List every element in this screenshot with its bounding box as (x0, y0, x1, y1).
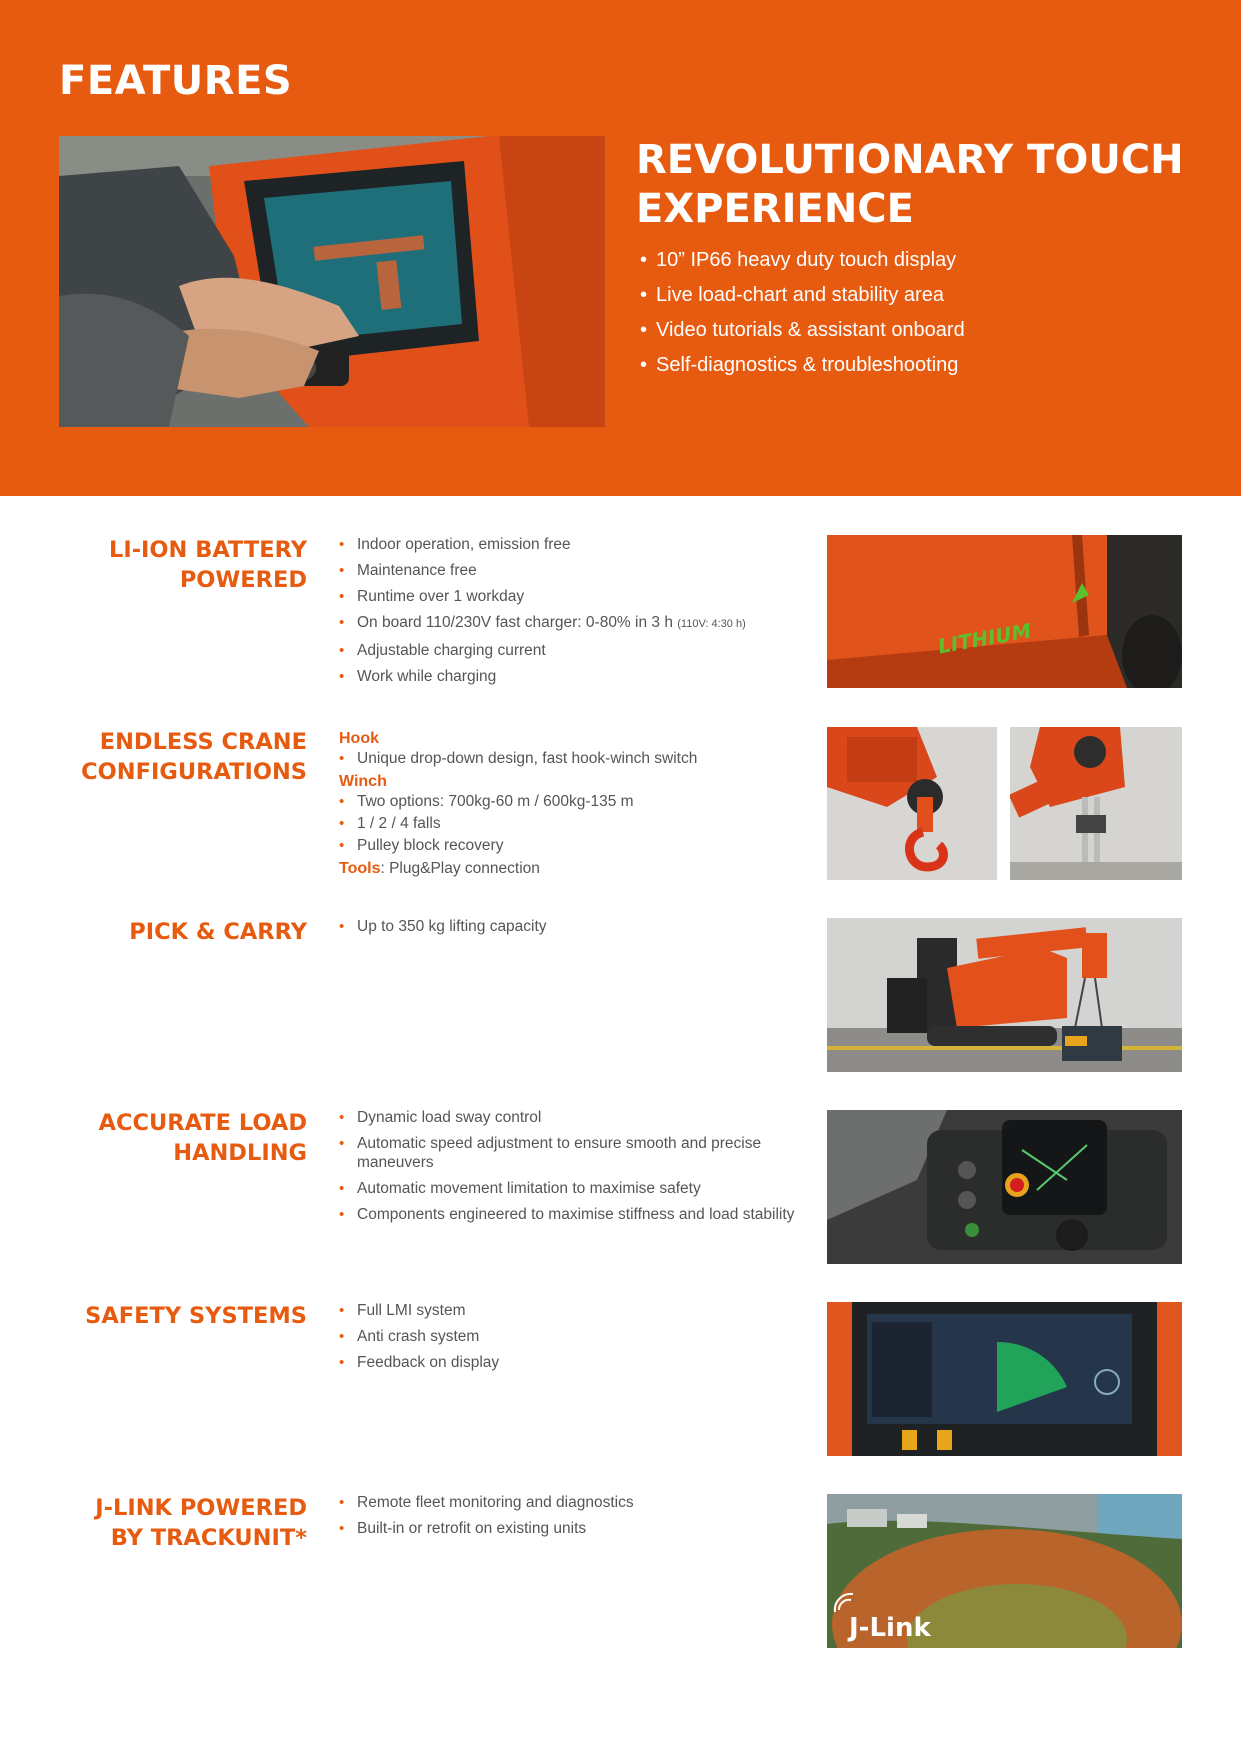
list-item: • Two options: 700kg-60 m / 600kg-135 m (339, 793, 634, 810)
crane-illustration (827, 918, 1182, 1072)
pick-carry-photo (827, 918, 1182, 1072)
charger-note: (110V: 4:30 h) (677, 618, 746, 630)
tools-line (339, 858, 799, 879)
lithium-battery-photo (827, 535, 1182, 688)
list-item: • Dynamic load sway control (339, 1109, 542, 1126)
hook-photo (827, 727, 997, 880)
list-item: • Unique drop-down design, fast hook-winch switch (339, 750, 698, 767)
hook-list (339, 749, 799, 768)
section-body (339, 1493, 799, 1545)
lithium-illustration (827, 535, 1182, 688)
list-item: • Remote fleet monitoring and diagnostics (339, 1494, 634, 1511)
touch-display-illustration (59, 136, 605, 427)
hook-illustration (827, 727, 997, 880)
hero-bullet: • 10” IP66 heavy duty touch display (640, 249, 957, 271)
list-item: • Feedback on display (339, 1354, 500, 1371)
list-item: • Full LMI system (339, 1302, 466, 1319)
list-item: • Automatic speed adjustment to ensure smooth and precise maneuvers (339, 1135, 762, 1171)
section-title: LI-ION BATTERY POWERED (109, 537, 307, 593)
section-title: PICK & CARRY (129, 919, 307, 945)
section-title: SAFETY SYSTEMS (85, 1303, 307, 1329)
hero-bullet-list (640, 248, 965, 388)
winch-photo (1010, 727, 1182, 880)
bullet-list (339, 535, 799, 686)
hero-heading-line2: EXPERIENCE (636, 186, 914, 232)
section-title: J-LINK POWERED BY TRACKUNIT* (95, 1495, 307, 1551)
hero-bullet: • Self-diagnostics & troubleshooting (640, 354, 959, 376)
list-item: • On board 110/230V fast charger: 0-80% in 3 h (110V: 4:30 h) (339, 614, 746, 631)
hero-bullet: • Live load-chart and stability area (640, 284, 944, 306)
jlink-aerial-photo (827, 1494, 1182, 1648)
section-body (339, 1108, 799, 1231)
list-item: • Built-in or retrofit on existing units (339, 1520, 587, 1537)
lithium-logo-text: LITHIUM (936, 618, 1034, 659)
winch-label: Winch (339, 773, 387, 790)
safety-display-photo (827, 1302, 1182, 1456)
hero-bullet: • Video tutorials & assistant onboard (640, 319, 965, 341)
jlink-logo-text: J-Link (849, 1613, 931, 1643)
remote-control-photo (827, 1110, 1182, 1264)
section-title: ENDLESS CRANE CONFIGURATIONS (81, 729, 307, 785)
section-body (339, 728, 799, 879)
section-body (339, 917, 799, 943)
section-title: ACCURATE LOAD HANDLING (98, 1110, 307, 1166)
tools-label: Tools (339, 860, 381, 877)
list-item: • Anti crash system (339, 1328, 480, 1345)
page-title: FEATURES (59, 58, 293, 104)
hero-heading-line1: REVOLUTIONARY TOUCH (636, 137, 1184, 183)
section-body (339, 1301, 799, 1379)
tools-text: : Plug&Play connection (380, 860, 540, 877)
safety-display-illustration (827, 1302, 1182, 1456)
aerial-illustration (827, 1494, 1182, 1648)
list-item: • Adjustable charging current (339, 642, 546, 659)
winch-illustration (1010, 727, 1182, 880)
list-item: • Maintenance free (339, 562, 477, 579)
section-body (339, 535, 799, 693)
bullet-list (339, 1301, 799, 1372)
list-item: • Automatic movement limitation to maximise safety (339, 1180, 701, 1197)
bullet-list (339, 1493, 799, 1538)
remote-illustration (827, 1110, 1182, 1264)
list-item: • 1 / 2 / 4 falls (339, 815, 441, 832)
list-item: • Pulley block recovery (339, 837, 504, 854)
list-item: • Components engineered to maximise stiffness and load stability (339, 1206, 795, 1223)
bullet-list (339, 917, 799, 936)
list-item: • Indoor operation, emission free (339, 536, 571, 553)
hero-banner (0, 0, 1241, 496)
bullet-list (339, 1108, 799, 1224)
touch-display-photo (59, 136, 605, 427)
hook-label: Hook (339, 730, 379, 747)
winch-list (339, 792, 799, 855)
list-item: • Up to 350 kg lifting capacity (339, 918, 547, 935)
list-item: • Work while charging (339, 668, 497, 685)
list-item: • Runtime over 1 workday (339, 588, 525, 605)
hero-heading (636, 136, 1216, 234)
